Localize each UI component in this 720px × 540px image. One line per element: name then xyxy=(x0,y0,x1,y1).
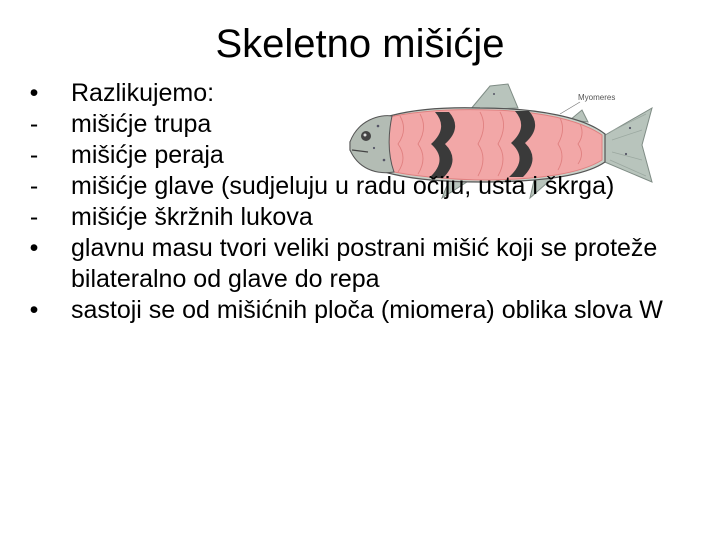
dash-marker: - xyxy=(29,203,39,231)
list-item-text: Razlikujemo: xyxy=(71,79,215,107)
list-item-text: glavnu masu tvori veliki postrani mišić koji se proteže bilateralno od glave do repa xyxy=(71,234,658,293)
bullet-marker: • xyxy=(29,296,39,324)
figure-label: Myomeres xyxy=(578,93,616,102)
list-item-text: sastoji se od mišićnih ploča (miomera) oblika slova W xyxy=(71,296,663,324)
dash-marker: - xyxy=(29,110,39,138)
list-item xyxy=(22,109,672,140)
list-item-text: mišićje peraja xyxy=(71,141,224,169)
bullet-marker: • xyxy=(29,79,39,107)
list-item xyxy=(22,78,672,109)
list-item-text: mišićje škržnih lukova xyxy=(71,203,313,231)
dash-marker: - xyxy=(29,141,39,169)
list-item-text: mišićje trupa xyxy=(71,110,212,138)
list-item xyxy=(22,233,672,295)
list-item xyxy=(22,171,672,202)
list-item xyxy=(22,295,672,326)
dash-marker: - xyxy=(29,172,39,200)
list-item-text: mišićje glave (sudjeluju u radu očiju, usta i škrga) xyxy=(71,172,615,200)
slide-title: Skeletno mišićje xyxy=(215,22,505,66)
list-item xyxy=(22,140,672,171)
bullet-marker: • xyxy=(29,234,39,262)
bullet-list xyxy=(22,78,672,326)
list-item xyxy=(22,202,672,233)
